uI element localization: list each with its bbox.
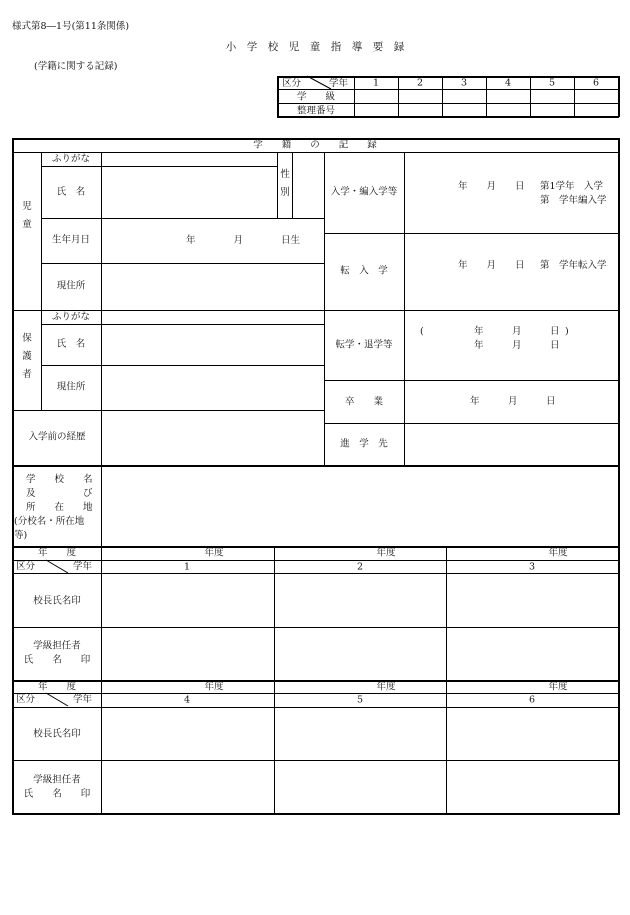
transfer-in-date: 年 月 日 bbox=[458, 260, 525, 271]
grade-table-1-year-cell-2: 年度 bbox=[376, 547, 396, 559]
grade-table-1-grade-1: 1 bbox=[183, 561, 191, 573]
guardian-address-label: 現住所 bbox=[56, 381, 86, 393]
record-header: 学 籍 の 記 録 bbox=[253, 139, 377, 151]
class-table-grade-5: 5 bbox=[548, 77, 556, 89]
class-table-grade-6: 6 bbox=[592, 77, 600, 89]
class-table-grade-3: 3 bbox=[460, 77, 468, 89]
grade-table-1-principal-label: 校長氏名印 bbox=[33, 595, 81, 607]
transfer-out-paren-close: ) bbox=[565, 326, 569, 337]
graduation-label: 卒 業 bbox=[344, 396, 384, 408]
child-name-label: 氏 名 bbox=[56, 186, 86, 198]
guardian-section-label: 保護者 bbox=[22, 333, 32, 381]
grade-table-1-corner-grade: 学年 bbox=[73, 561, 93, 572]
transfer-in-label: 転 入 学 bbox=[340, 265, 388, 277]
transfer-out-date-2: 年 月 日 bbox=[474, 340, 560, 351]
number-row-label: 整理番号 bbox=[296, 105, 336, 117]
class-table-corner-category: 区分 bbox=[282, 78, 302, 89]
grade-table-2-year-cell-2: 年度 bbox=[376, 681, 396, 693]
grade-table-2-grade-4: 4 bbox=[183, 694, 191, 706]
guardian-furigana-label: ふりがな bbox=[51, 311, 91, 323]
grade-table-2-corner-category: 区分 bbox=[16, 694, 36, 705]
class-table-grade-1: 1 bbox=[372, 77, 380, 89]
transfer-out-date-1: 年 月 日 bbox=[474, 326, 560, 337]
grade-table-2-year-cell-1: 年度 bbox=[204, 681, 224, 693]
page-title: 小 学 校 児 童 指 導 要 録 bbox=[225, 41, 405, 53]
child-furigana-label: ふりがな bbox=[51, 153, 91, 165]
form-number: 様式第8―1号(第11条関係) bbox=[12, 21, 130, 32]
admission-date: 年 月 日 bbox=[458, 181, 525, 192]
grade-table-1-teacher-label-1: 学級担任者 bbox=[33, 640, 81, 652]
guardian-name-label: 氏 名 bbox=[56, 338, 86, 350]
grade-table-2-teacher-label-2: 氏 名 印 bbox=[23, 788, 91, 800]
grade-table-2-year-label: 年 度 bbox=[37, 681, 77, 693]
child-birthdate-label: 生年月日 bbox=[51, 234, 91, 246]
child-section-label: 児 童 bbox=[22, 201, 42, 231]
grade-table-1-corner-category: 区分 bbox=[16, 561, 36, 572]
grade-table-2-year-cell-3: 年度 bbox=[548, 681, 568, 693]
admission-text-entry: 第1学年 入学 bbox=[540, 181, 604, 192]
class-row-label: 学 級 bbox=[296, 91, 336, 103]
grade-table-2-grade-6: 6 bbox=[528, 694, 536, 706]
school-name-line1: 学 校 名 bbox=[26, 474, 93, 485]
grade-table-1-year-label: 年 度 bbox=[37, 547, 77, 559]
grade-table-1-year-cell-1: 年度 bbox=[204, 547, 224, 559]
school-name-line2: 及 び bbox=[26, 488, 93, 499]
transfer-out-label: 転学・退学等 bbox=[335, 339, 393, 351]
grade-table-2-corner-grade: 学年 bbox=[73, 694, 93, 705]
grade-table-1-teacher-label-2: 氏 名 印 bbox=[23, 654, 91, 666]
destination-label: 進 学 先 bbox=[340, 438, 388, 450]
child-address-label: 現住所 bbox=[56, 280, 86, 292]
grade-table-1-grade-2: 2 bbox=[356, 561, 364, 573]
grade-table-2-grade-5: 5 bbox=[356, 694, 364, 706]
child-birthdate-value: 年 月 日生 bbox=[186, 235, 301, 246]
transfer-in-text: 第 学年転入学 bbox=[540, 260, 607, 271]
school-name-line3: 所 在 地 bbox=[26, 502, 93, 513]
grade-table-2-principal-label: 校長氏名印 bbox=[33, 728, 81, 740]
school-name-line4: (分校名・所在地 bbox=[14, 516, 85, 527]
transfer-out-paren-open: ( bbox=[420, 326, 424, 337]
class-table-grade-4: 4 bbox=[504, 77, 512, 89]
class-table-grade-2: 2 bbox=[416, 77, 424, 89]
page-subtitle: (学籍に関する記録) bbox=[34, 61, 118, 72]
child-sex-label: 性別 bbox=[280, 169, 290, 199]
grade-table-2-teacher-label-1: 学級担任者 bbox=[33, 774, 81, 786]
admission-label: 入学・編入学等 bbox=[330, 186, 398, 198]
school-name-line5: 等) bbox=[14, 530, 28, 541]
grade-table-1-grade-3: 3 bbox=[528, 561, 536, 573]
admission-text-transfer: 第 学年編入学 bbox=[540, 195, 607, 206]
pre-school-history-label: 入学前の経歴 bbox=[28, 431, 86, 443]
graduation-date: 年 月 日 bbox=[470, 396, 556, 407]
class-table-corner-grade: 学年 bbox=[329, 78, 349, 89]
grade-table-1-year-cell-3: 年度 bbox=[548, 547, 568, 559]
